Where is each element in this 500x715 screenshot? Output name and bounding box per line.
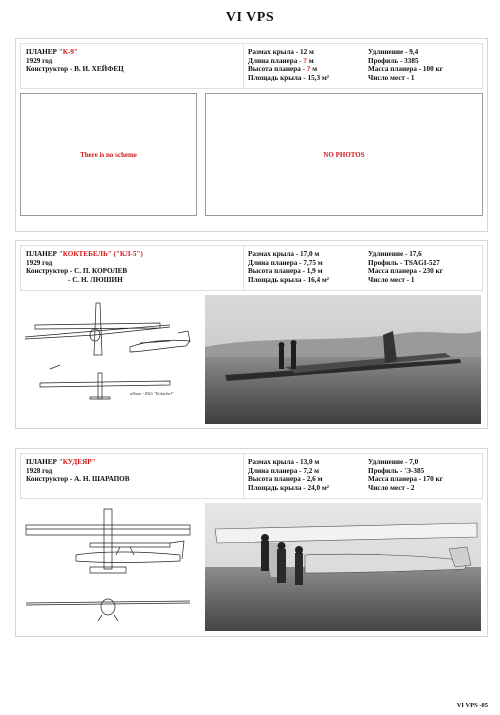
spec-label: Высота планера	[248, 475, 301, 484]
spec-label: Площадь крыла	[248, 275, 302, 284]
plan-fuselage	[104, 509, 112, 569]
header-divider	[243, 246, 244, 290]
spec-label: Масса планера	[368, 65, 417, 74]
front-fuselage	[101, 599, 115, 615]
glider-name: "К-9"	[58, 48, 78, 56]
spec-value: - 1	[406, 73, 415, 82]
lower-wing	[40, 381, 170, 387]
header-divider	[243, 44, 244, 88]
spec-label: Высота планера	[248, 267, 301, 276]
spec-value: - 9,4	[405, 48, 419, 56]
designer-name: В. И. ХЕЙФЕЦ	[74, 65, 124, 74]
plan-wing	[26, 525, 190, 535]
glider-header	[20, 245, 483, 291]
spec-label: Длина планера	[248, 466, 298, 475]
plan-wing	[35, 323, 160, 329]
spec-list-secondary	[368, 48, 478, 82]
spec-unit: кг	[435, 475, 443, 484]
header-divider	[243, 454, 244, 498]
glider-year: 1929 год	[26, 258, 53, 267]
spec-value: - 7,75	[299, 258, 316, 267]
spec-value: - 7,0	[405, 458, 419, 466]
spec-value: - 13,0	[295, 458, 313, 466]
spec-label: Профиль	[368, 258, 399, 267]
designer-name: С. П. КОРОЛЕВ	[74, 267, 128, 276]
designer-label: Конструктор -	[26, 475, 73, 484]
person-2	[277, 549, 286, 583]
spec-list	[248, 250, 368, 284]
glider-prefix: ПЛАНЕР	[26, 48, 57, 56]
spec-unit: м	[314, 466, 320, 475]
spec-list-secondary	[368, 250, 478, 284]
no-scheme-text: There is no scheme	[80, 150, 137, 159]
spec-value: - 1	[406, 275, 415, 284]
spec-value: - TSAGI-527	[399, 258, 440, 267]
field	[205, 567, 481, 631]
glider-prefix: ПЛАНЕР	[26, 458, 57, 466]
no-photos-text: NO PHOTOS	[323, 150, 365, 159]
scheme-drawing	[20, 503, 200, 631]
spec-label: Размах крыла	[248, 48, 294, 56]
spec-unit: м²	[321, 275, 329, 284]
spec-unit: м	[312, 65, 318, 74]
spec-unit: м	[314, 250, 320, 258]
glider-year: 1929 год	[26, 56, 53, 65]
glider-card-koktebel	[15, 240, 488, 429]
glider-card-kudeyar	[15, 448, 488, 637]
glider-prefix: ПЛАНЕР	[26, 250, 57, 258]
spec-label: Длина планера	[248, 56, 298, 65]
plan-fuselage	[94, 303, 102, 355]
spec-value: - ?	[302, 65, 311, 74]
glider-name: "КОКТЕБЕЛЬ" ("КЛ-5")	[58, 250, 143, 258]
glider-photo	[205, 503, 481, 631]
glider-header	[20, 453, 483, 499]
glider-year: 1928 год	[26, 466, 53, 475]
spec-value: - 'Э-385	[399, 466, 425, 475]
spec-value: - 3385	[399, 56, 419, 65]
person-1	[261, 541, 269, 571]
person-1	[279, 347, 284, 369]
spec-value: - 17,6	[405, 250, 422, 258]
spec-unit: м	[317, 258, 323, 267]
spec-value: - 2,6	[302, 475, 316, 484]
spec-unit: м	[317, 475, 323, 484]
page-footer: VI VPS -05	[456, 702, 488, 709]
spec-label: Масса планера	[368, 475, 417, 484]
spec-label: Площадь крыла	[248, 483, 302, 492]
spec-label: Размах крыла	[248, 250, 294, 258]
spec-unit: м²	[321, 483, 329, 492]
spec-label: Масса планера	[368, 267, 417, 276]
spec-label: Число мест	[368, 275, 405, 284]
front-wing	[26, 601, 190, 603]
designer-label: Конструктор -	[26, 267, 73, 276]
spec-label: Число мест	[368, 73, 405, 82]
side-fuselage	[76, 552, 180, 563]
photo-frame	[205, 93, 483, 216]
spec-list	[248, 458, 368, 492]
spec-unit: м	[317, 267, 323, 276]
koktebel-photo-svg	[205, 295, 481, 424]
glider-photo	[205, 295, 481, 424]
spec-value: - 170	[418, 475, 434, 484]
spec-list	[248, 48, 368, 82]
spec-unit: кг	[435, 65, 443, 74]
spec-value: - 1,9	[302, 267, 316, 276]
spec-value: - 100	[418, 65, 434, 74]
spec-list-secondary	[368, 458, 478, 492]
glider-identity	[26, 458, 241, 484]
spec-label: Удлинение	[368, 458, 404, 466]
spec-label: Длина планера	[248, 258, 298, 267]
glider-header	[20, 43, 483, 89]
page-title: VI VPS	[225, 10, 275, 25]
spec-label: Высота планера	[248, 65, 301, 74]
spec-label: Размах крыла	[248, 458, 294, 466]
spec-unit: м²	[321, 73, 329, 82]
scheme-frame	[20, 93, 197, 216]
spec-label: Удлинение	[368, 250, 404, 258]
spec-value: - ?	[299, 56, 307, 65]
spec-value: - 12	[295, 48, 308, 56]
glider-identity	[26, 250, 241, 284]
spec-value: - 7,2	[299, 466, 313, 475]
spec-label: Профиль	[368, 466, 399, 475]
scheme-caption: album - Rilli "Koktebel"	[130, 391, 174, 396]
spec-unit: кг	[435, 267, 443, 276]
kudeyar-photo-svg	[205, 503, 481, 631]
spec-value: - 230	[418, 267, 434, 276]
designer-name-secondary: - С. Н. ЛЮШИН	[68, 275, 123, 284]
spec-label: Удлинение	[368, 48, 404, 56]
person-3	[295, 553, 303, 585]
designer-name: А. Н. ШАРАПОВ	[74, 475, 130, 484]
spec-unit: м	[308, 48, 314, 56]
spec-unit: м	[314, 458, 320, 466]
scheme-drawing	[20, 295, 200, 421]
glider-scheme-svg	[20, 295, 200, 421]
person-2	[291, 345, 296, 369]
glider-card-k9	[15, 38, 488, 232]
front-wing-line	[25, 325, 170, 337]
spec-value: - 24,0	[303, 483, 321, 492]
spec-unit: м	[308, 56, 314, 65]
spec-label: Площадь крыла	[248, 73, 302, 82]
spec-value: - 15,3	[303, 73, 321, 82]
spec-label: Число мест	[368, 483, 405, 492]
glider-identity	[26, 48, 241, 74]
spec-value: - 16,4	[303, 275, 321, 284]
spec-value: - 2	[406, 483, 415, 492]
spec-value: - 17,0	[295, 250, 313, 258]
glider-scheme-svg	[20, 503, 200, 631]
glider-name: "КУДЕЯР"	[58, 458, 96, 466]
spec-label: Профиль	[368, 56, 399, 65]
designer-label: Конструктор -	[26, 65, 73, 74]
